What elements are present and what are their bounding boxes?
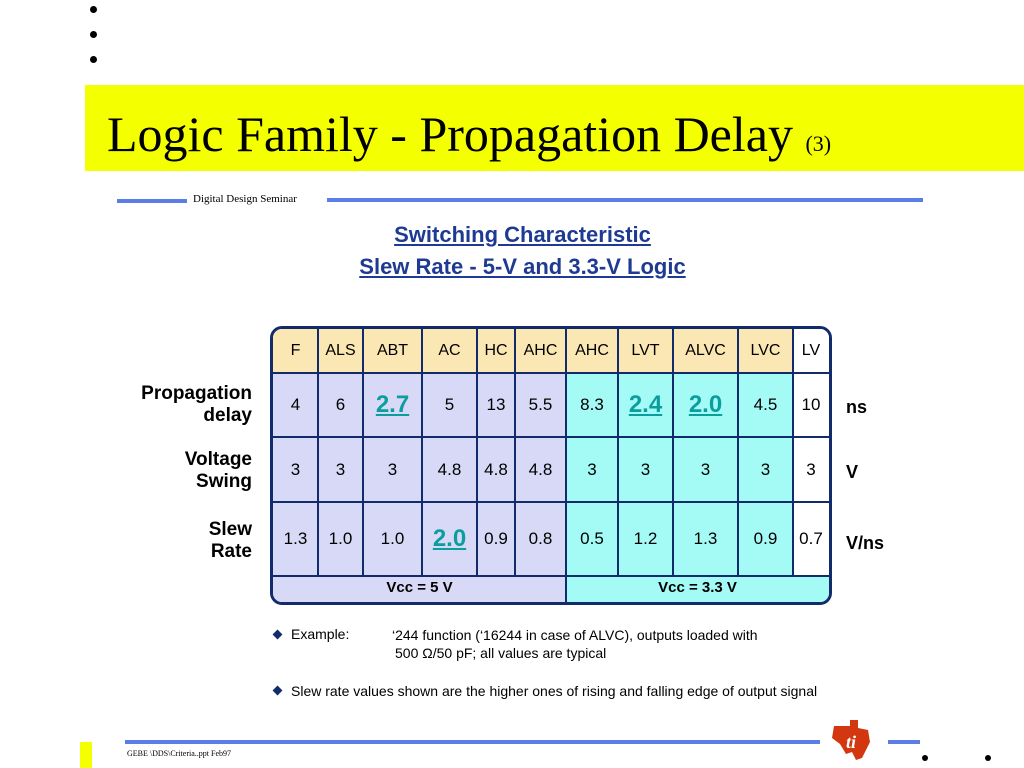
table-cell: 3 [587,459,597,479]
header-cell: LVC [750,342,781,359]
slide-title-text: Logic Family - Propagation Delay [107,106,793,162]
slide-title [107,104,831,174]
diamond-bullet-icon [273,686,283,696]
svg-text:ti: ti [846,732,857,752]
header-cell: AHC [523,342,558,359]
heading-slew-rate: Slew Rate - 5-V and 3.3-V Logic [359,254,686,279]
table-cell: 6 [335,395,346,414]
row-label-line: Slew [208,519,252,540]
footer-vcc-5v: Vcc = 5 V [386,579,453,596]
row-label-line: Rate [210,541,252,562]
table-cell: 2.0 [432,525,467,552]
bullet-dot [90,6,97,13]
unit-vns: V/ns [846,533,885,553]
footer-rule-right [888,740,920,744]
table-cell: 3 [387,459,398,479]
example-line: ‘244 function (‘16244 in case of ALVC), outputs loaded with [392,627,758,643]
table-cell: 2.4 [628,391,663,418]
diamond-bullet-icon [273,630,283,640]
header-cell: AHC [575,342,609,359]
bullet-dot [90,31,97,38]
unit-ns: ns [846,397,868,417]
unit-v: V [846,462,859,482]
table-cell: 0.7 [799,529,823,548]
corner-dot [922,755,928,761]
seminar-label: Digital Design Seminar [193,193,297,205]
table-cell: 4.8 [528,459,553,479]
table-cell: 8.3 [580,395,604,414]
table-cell: 0.8 [528,529,553,548]
heading-switching: Switching Characteristic [394,222,651,247]
example-text [392,626,832,662]
footer-rule [125,740,820,744]
example-label: Example: [291,626,350,642]
table-cell: 4.5 [753,395,778,414]
slide-title-suffix: (3) [805,131,832,156]
header-cell: F [290,342,301,359]
table-cell: 2.7 [375,391,410,418]
header-cell: LVT [631,342,660,359]
table-cell: 13 [486,395,506,414]
table-cell: 3 [640,459,651,479]
row-label-slew [209,519,252,563]
example-line: 500 Ω/50 pF; all values are typical [395,645,607,661]
seminar-rule-left [117,199,187,203]
ti-logo-icon [828,718,876,762]
row-label-line: Voltage [184,449,252,470]
table-cell: 3 [335,459,346,479]
bullet-list [88,6,100,81]
table-cell: 1.0 [328,529,353,548]
table-cell: 3 [760,459,771,479]
row-label-voltage [185,449,252,493]
table-cell: 3 [700,459,711,479]
row-label-line: Propagation [141,383,252,404]
footer-text: GEBE \DDS\Criteria..ppt Feb97 [127,749,231,758]
slew-rate-table [270,326,832,605]
table-cell: 1.0 [380,529,405,548]
bullet-dot [90,56,97,63]
table-cell: 1.2 [633,529,658,548]
table-cell: 4 [290,395,301,414]
table-cell: 5 [444,395,455,414]
header-cell: ABT [376,342,409,359]
seminar-rule-right [327,198,923,202]
table-cell: 5.5 [528,395,553,414]
table-cell: 4.8 [484,459,508,479]
header-cell: ALVC [685,342,726,359]
table-cell: 10 [801,395,821,414]
header-cell: AC [438,342,461,359]
table-cell: 2.0 [688,391,723,418]
table-cell: 0.5 [580,529,604,548]
table-cell: 3 [806,459,816,479]
footer-accent-bar [80,742,92,768]
corner-dot [985,755,991,761]
row-label-line: delay [203,405,252,426]
table-cell: 0.9 [753,529,778,548]
slew-note: Slew rate values shown are the higher ones of rising and falling edge of output signal [291,683,818,699]
table-cell: 0.9 [484,529,508,548]
table-cell: 1.3 [693,529,718,548]
header-cell: LV [801,342,821,359]
header-cell: ALS [325,342,356,359]
row-label-line: Swing [196,471,252,492]
table-cell: 4.8 [437,459,462,479]
table-cell: 3 [290,459,301,479]
header-cell: HC [484,342,508,359]
table-cell: 1.3 [283,529,308,548]
footer-vcc-3v: Vcc = 3.3 V [658,579,737,596]
row-label-propagation [141,383,252,427]
